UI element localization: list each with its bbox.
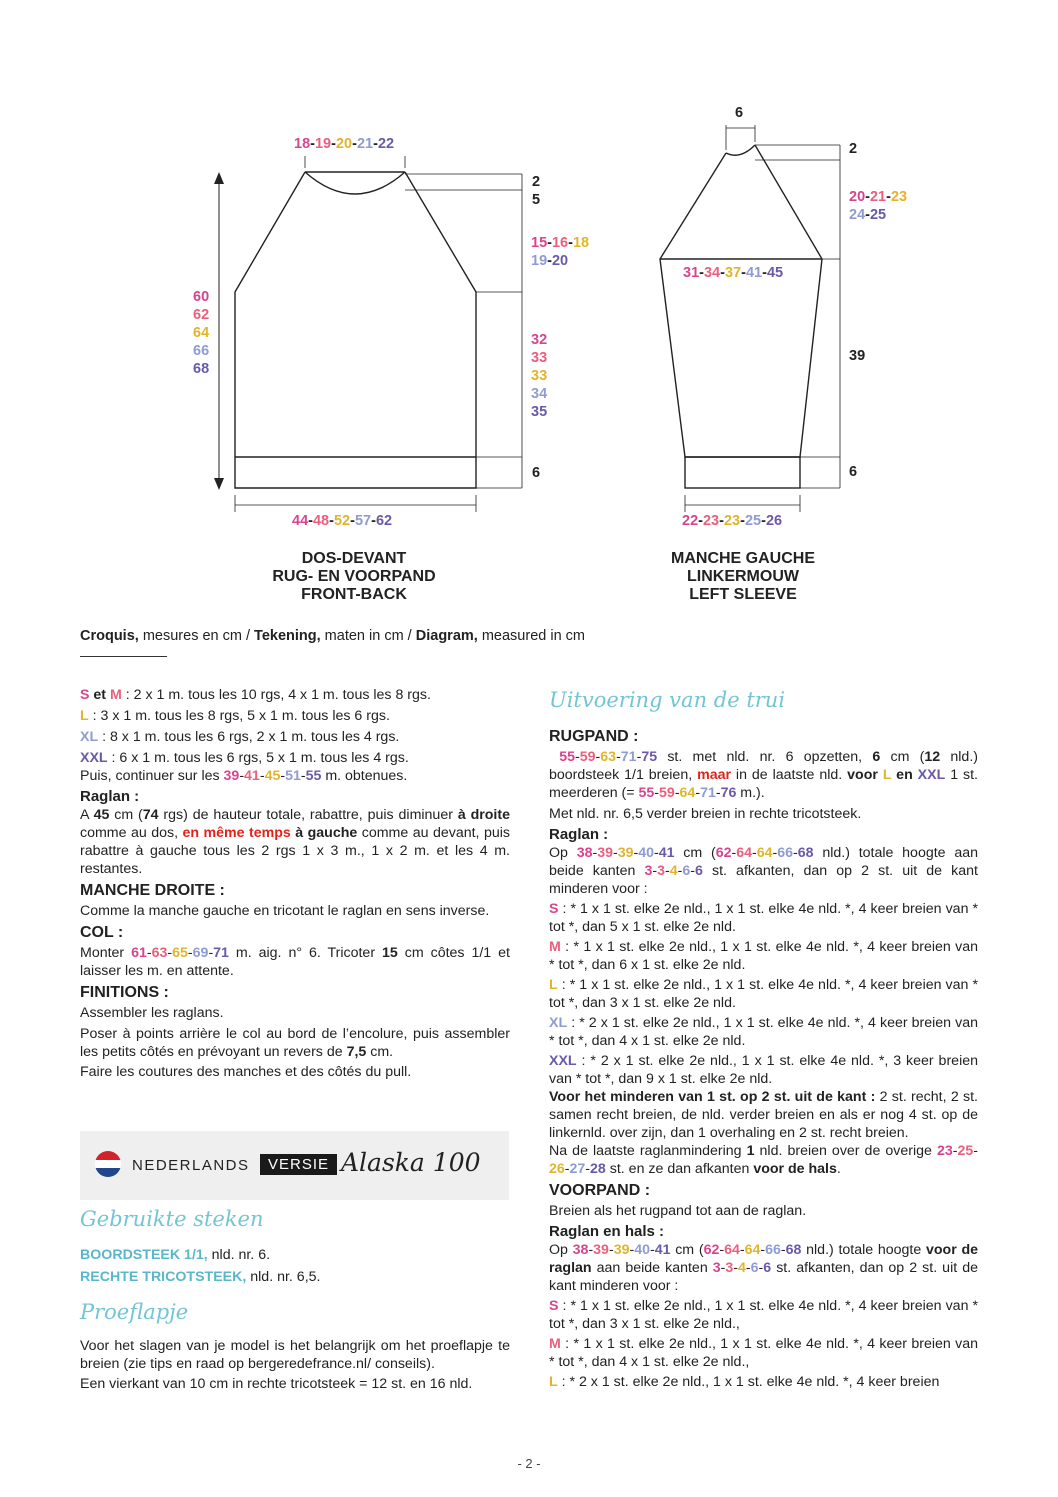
body-width: 44-48-52-57-62 <box>292 513 393 529</box>
nl-version-banner <box>80 1131 509 1200</box>
divider <box>80 656 167 657</box>
heading-finitions: FINITIONS : <box>80 984 169 1001</box>
sleeve-upper-width: 31-34-37-41-45 <box>683 265 784 281</box>
diagram-note: Croquis, mesures en cm / Tekening, maten in cm / Diagram, measured in cm <box>80 628 585 644</box>
banner-yarn-title: Alaska 100 <box>341 1148 481 1177</box>
sleeve-rib-height: 6 <box>849 464 858 480</box>
proeflapje-text: Voor het slagen van je model is het belangrijk om het proeflapje te breien (zie tips en raad op bergeredefrance.nl/ conseils). Een vierkant van 10 cm in rechte tricotsteek = 12 st. en 16 nld. <box>80 1338 510 1392</box>
right-column: RUGPAND : 55-59-63-71-75 st. met nld. nr. 6 opzetten, 6 cm (12 nld.) boordsteek 1/1 breien, maar in de laatste nld. voor L en XXL 1 st. meerderen (= 55-59-64-71-76 m.). Met nld. nr. 6,5 verder breien in rechte tricotsteek. Raglan : Op 38-39-39-40-41 cm (62-64-64-66-68 nld.) totale hoogte aan beide kanten 3-3-4-6-6 st. afkanten, dan op 2 st. uit de kant minderen voor : S : * 1 x 1 st. elke 2e nld., 1 x 1 st. elke 4e nld. *, 4 keer breien van * tot *, dan 5 x 1 st. elke 2e nld. M : * 1 x 1 st. elke 2e nld., 1 x 1 st. elke 4e nld. *, 4 keer breien van * tot *, dan 6 x 1 st. elke 2e nld. L : * 1 x 1 st. elke 2e nld., 1 x 1 st. elke 4e nld. *, 4 keer breien van * tot *, dan 3 x 1 st. elke 2e nld. XL : * 2 x 1 st. elke 2e nld., 1 x 1 st. elke 4e nld. *, 4 keer breien van * tot *, dan 4 x 1 st. elke 2e nld. XXL : * 2 x 1 st. elke 2e nld., 1 x 1 st. elke 4e nld. *, 3 keer breien van * tot *, dan 9 x 1 st. elke 2e nld. Voor het minderen van 1 st. op 2 st. uit de kant : 2 st. recht, 2 st. samen recht breien, de nld. verder breien en als er nog 4 st. op de linkernld. over zijn, dan 1 overhaling en 2 st. recht breien. Na de laatste raglanmindering 1 nld. breien over de overige 23-25-26-27-28 st. en ze dan afkanten voor de hals. VOORPAND : Breien als het rugpand tot aan de raglan. Raglan en hals : Op 38-39-39-40-41 cm (62-64-64-66-68 nld.) totale hoogte voor de raglan aan beide kanten 3-3-4-6-6 st. afkanten, dan op 2 st. uit de kant minderen voor : S : * 1 x 1 st. elke 2e nld., 1 x 1 st. elke 4e nld. *, 4 keer breien van * tot *, dan 3 x 1 st. elke 2e nld., M : * 1 x 1 st. elke 2e nld., 1 x 1 st. elke 4e nld. *, 4 keer breien van * tot *, dan 4 x 1 st. elke 2e nld., L : * 2 x 1 st. elke 2e nld., 1 x 1 st. elke 4e nld. *, 4 keer breien <box>549 728 979 1390</box>
left-column: S et M : 2 x 1 m. tous les 10 rgs, 4 x 1 m. tous les 8 rgs. L : 3 x 1 m. tous les 8 rgs, 5 x 1 m. tous les 6 rgs. XL : 8 x 1 m. tous les 6 rgs, 2 x 1 m. tous les 4 rgs. XXL : 6 x 1 m. tous les 6 rgs, 5 x 1 m. tous les 4 rgs. Puis, continuer sur les 39-41-45-51-55 m. obtenues. Raglan : A 45 cm (74 rgs) de hauteur totale, rabattre, puis diminuer à droite comme au dos, en même temps à gauche comme au devant, puis rabattre à gauche tous les 2 rgs 1 x 3 m., 1 x 2 m. et les 4 m. restantes. MANCHE DROITE : Comme la manche gauche en tricotant le raglan en sens inverse. COL : Monter 61-63-65-69-71 m. aig. n° 6. Tricoter 15 cm côtes 1/1 et laisser les m. en attente. FINITIONS : Assembler les raglans. Poser à points arrière le col au bord de l’encolure, puis assembler les petits côtés en prévoyant un revers de 7,5 cm. Faire les coutures des manches et des côtés du pull. <box>80 687 510 1080</box>
heading-manche-droite: MANCHE DROITE : <box>80 882 225 899</box>
heading-raglan-nl: Raglan : <box>549 826 609 843</box>
gebruikte-steken-title: Gebruikte steken <box>80 1207 264 1231</box>
sleeve-raglan-height: 20-21-23 24-25 <box>849 189 908 223</box>
page-number: - 2 - <box>517 1456 541 1471</box>
sleeve-top-height: 2 <box>849 141 858 157</box>
heading-rugpand: RUGPAND : <box>549 728 639 745</box>
sleeve-top-width: 6 <box>735 105 744 121</box>
body-neck-width: 18-19-20-21-22 <box>294 136 395 152</box>
heading-voorpand: VOORPAND : <box>549 1182 651 1199</box>
proeflapje-title: Proeflapje <box>80 1300 189 1324</box>
schematic-lines <box>0 0 1058 620</box>
heading-col: COL : <box>80 924 124 941</box>
banner-versie: VERSIE <box>260 1154 337 1175</box>
uitvoering-title: Uitvoering van de trui <box>549 688 786 712</box>
netherlands-flag-icon <box>95 1151 121 1177</box>
schematic-diagram <box>0 0 1058 620</box>
banner-language: NEDERLANDS <box>132 1157 250 1174</box>
sleeve-cuff-width: 22-23-23-25-26 <box>682 513 783 529</box>
sleeve-length: 39 <box>849 348 866 364</box>
body-neck-depth: 5 <box>532 192 541 208</box>
heading-raglan-en-hals: Raglan en hals : <box>549 1223 665 1240</box>
body-raglan-height: 15-16-18 19-20 <box>531 235 590 269</box>
body-side-height: 32 33 33 34 35 <box>531 332 548 420</box>
body-top-height: 2 <box>532 174 541 190</box>
sleeve-caption: MANCHE GAUCHE LINKERMOUW LEFT SLEEVE <box>671 550 815 603</box>
body-caption: DOS-DEVANT RUG- EN VOORPAND FRONT-BACK <box>272 550 436 603</box>
gebruikte-steken-list: BOORDSTEEK 1/1, nld. nr. 6. RECHTE TRICOTSTEEK, nld. nr. 6,5. <box>80 1247 321 1285</box>
heading-raglan: Raglan : <box>80 788 140 805</box>
body-total-length: 60 62 64 66 68 <box>193 289 210 377</box>
body-rib-height: 6 <box>532 465 541 481</box>
